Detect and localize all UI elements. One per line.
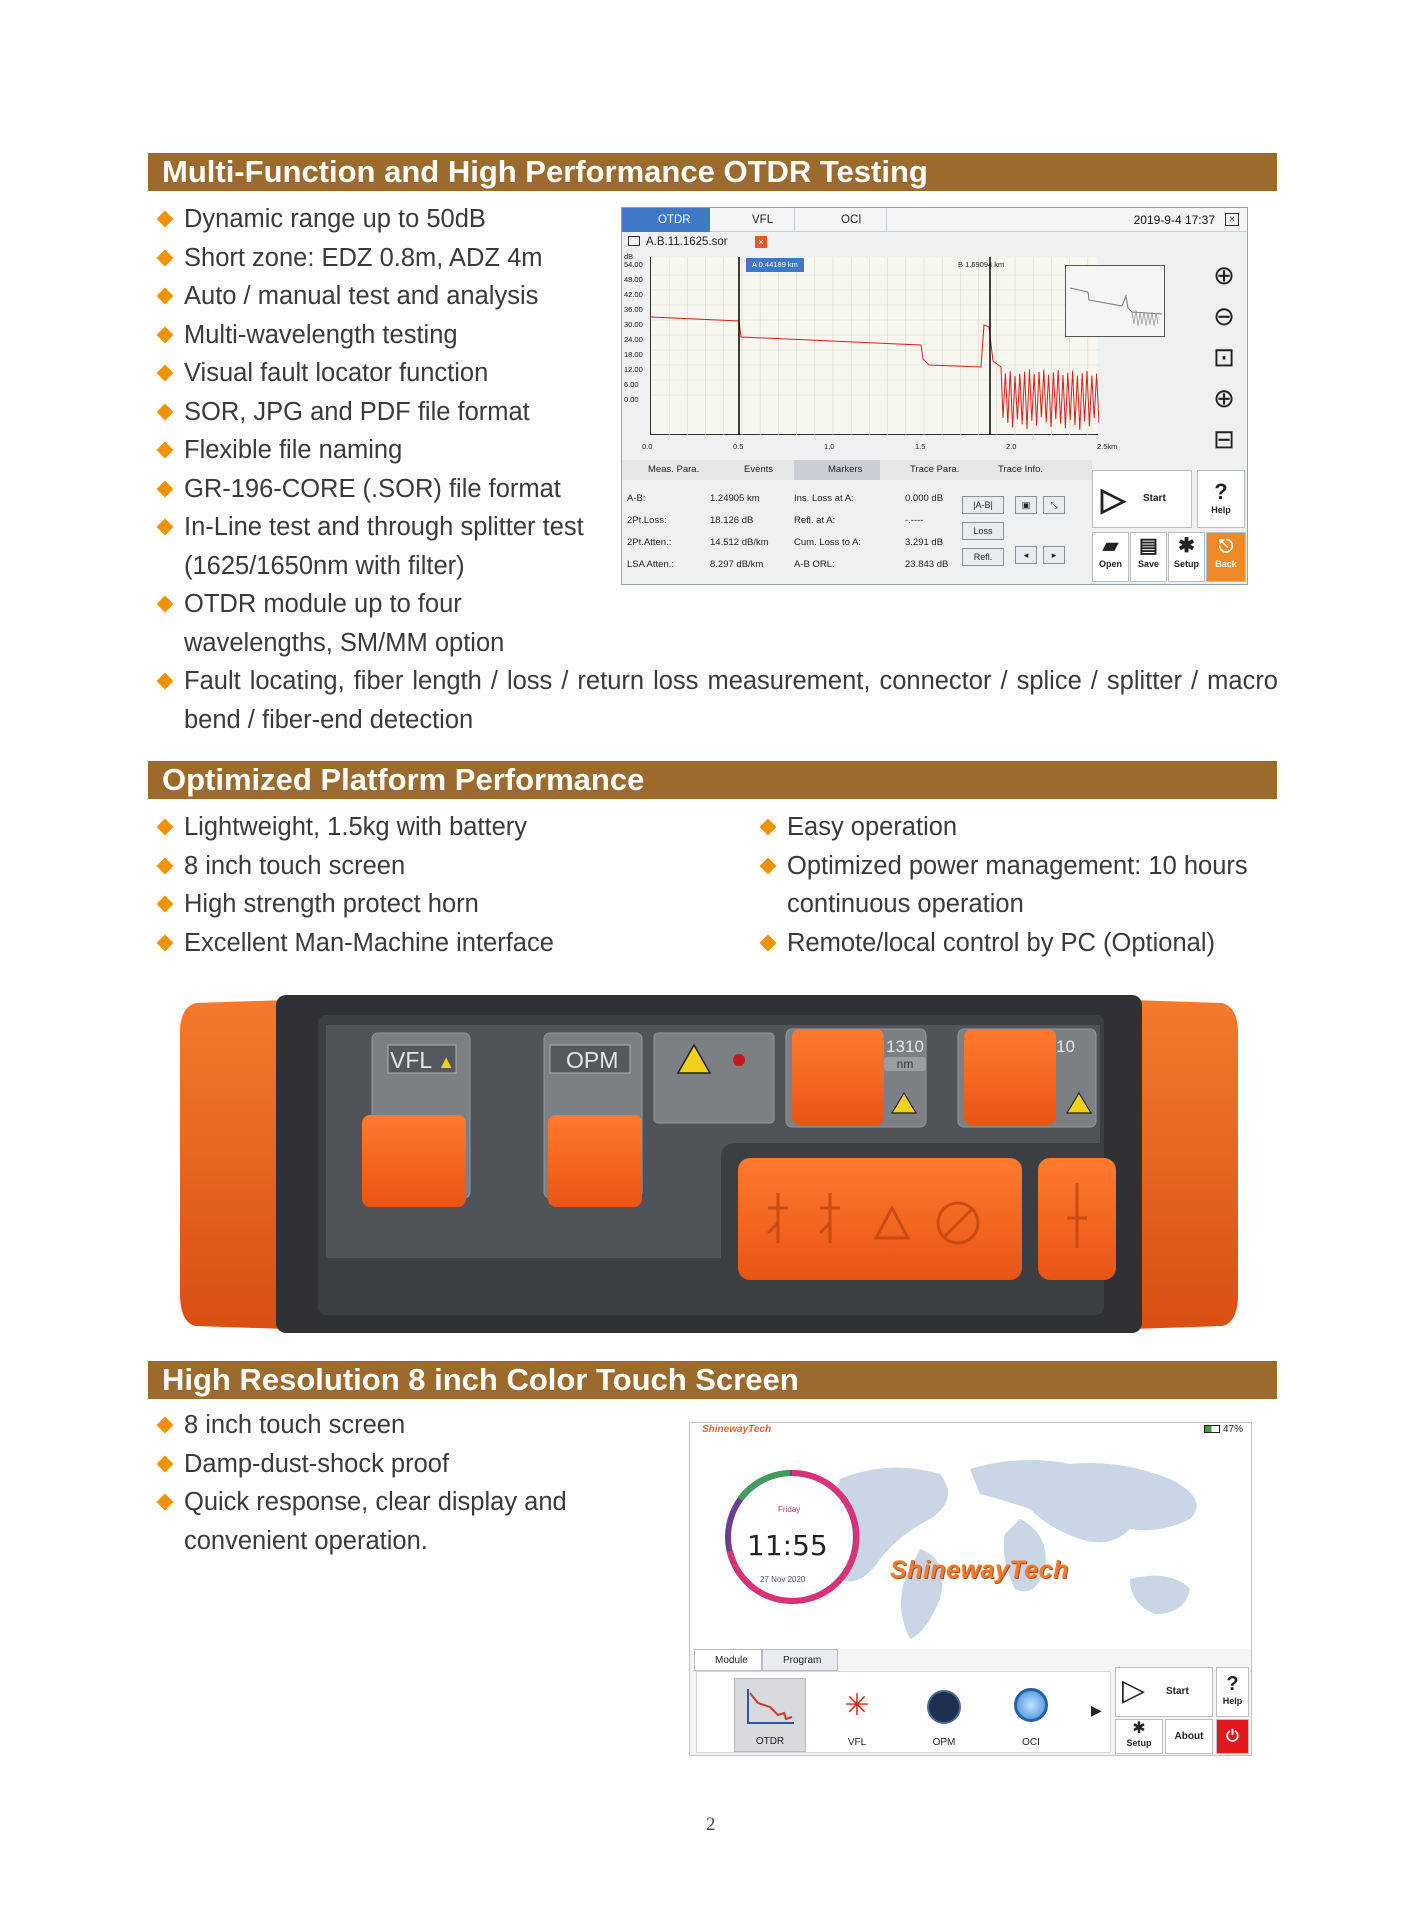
section-title-touchscreen: High Resolution 8 inch Color Touch Screen xyxy=(148,1361,1277,1399)
touchscreen-feature-list xyxy=(150,1406,670,1560)
y-tick-label: 54.00 xyxy=(624,260,643,269)
module-label: OCI xyxy=(1022,1737,1040,1748)
x-tick-label: 0.0 xyxy=(642,442,653,451)
battery-level: 47% xyxy=(1222,1424,1243,1435)
zoom-out-horizontal-icon[interactable]: ⊖ xyxy=(1213,301,1235,331)
meas-label: A-B ORL: xyxy=(794,559,835,570)
tab-trace-para[interactable]: Trace Para. xyxy=(910,464,960,475)
back-button[interactable] xyxy=(1206,532,1246,582)
x-tick-label: 0.5 xyxy=(733,442,744,451)
question-icon: ? xyxy=(1214,479,1228,504)
meas-value: 1.24905 km xyxy=(710,493,760,504)
x-tick-label: 1.5 xyxy=(915,442,926,451)
module-opm[interactable] xyxy=(908,1678,980,1752)
list-item: SOR, JPG and PDF file format xyxy=(150,393,610,432)
save-label: Save xyxy=(1137,559,1160,569)
meas-value: 3.291 dB xyxy=(905,537,944,548)
trace-plot xyxy=(650,257,1098,435)
zoom-fit-icon[interactable]: ⊡ xyxy=(1213,342,1235,372)
marker-mode-icon[interactable]: ▣ xyxy=(1015,496,1037,514)
list-item: Optimized power management: 10 hours xyxy=(753,847,1278,886)
list-item: OTDR module up to four xyxy=(150,585,610,624)
list-item: Multi-wavelength testing xyxy=(150,316,610,355)
y-tick-label: 6.00 xyxy=(624,380,639,389)
setup-label: Setup xyxy=(1173,559,1199,569)
setup-button[interactable] xyxy=(1168,532,1205,582)
list-item: Visual fault locator function xyxy=(150,354,610,393)
meas-value: 0.000 dB xyxy=(905,493,944,504)
meas-value: 14.512 dB/km xyxy=(710,537,769,548)
overview-trace xyxy=(1066,266,1166,338)
laser-warning-icon: ▲ xyxy=(432,1052,456,1072)
section-title-platform: Optimized Platform Performance xyxy=(148,761,1277,799)
panel-tabs xyxy=(622,460,1092,480)
list-item: Fault locating, fiber length / loss / return loss measurement, connector / splice / splitter / macro xyxy=(150,662,1278,701)
start-label: Start xyxy=(1166,1686,1189,1697)
tab-oci[interactable]: OCI xyxy=(795,208,887,232)
battery-indicator xyxy=(1204,1424,1243,1435)
list-item: GR-196-CORE (.SOR) file format xyxy=(150,470,610,509)
meas-label: A-B: xyxy=(627,493,646,504)
start-label: Start xyxy=(1143,493,1166,504)
list-item: Auto / manual test and analysis xyxy=(150,277,610,316)
wl-unit: nm xyxy=(884,1057,926,1071)
battery-icon xyxy=(1204,1425,1220,1433)
back-icon: ⎋ xyxy=(1218,536,1234,556)
platform-list-left xyxy=(150,808,730,962)
vfl-module-icon: ✳ xyxy=(844,1689,870,1722)
refl-button[interactable]: Refl. xyxy=(962,548,1004,566)
meas-label: Refl. at A: xyxy=(794,515,836,526)
x-tick-label: 2.5km xyxy=(1097,442,1118,451)
list-item: 8 inch touch screen xyxy=(150,847,730,886)
clock-day: Friday xyxy=(778,1505,801,1514)
tab-trace-info[interactable]: Trace Info. xyxy=(998,464,1044,475)
file-icon xyxy=(628,236,640,246)
list-item-continuation: bend / fiber-end detection xyxy=(184,705,474,734)
wavelength-1310-label xyxy=(884,1037,926,1071)
y-tick-label: 18.00 xyxy=(624,350,643,359)
folder-icon: ▰ xyxy=(1102,535,1119,557)
section-title-otdr: Multi-Function and High Performance OTDR Testing xyxy=(148,153,1277,191)
list-item-continuation: convenient operation. xyxy=(184,1526,428,1555)
list-item-continuation: wavelengths, SM/MM option xyxy=(184,628,505,657)
open-label: Open xyxy=(1098,559,1122,569)
help-label: Help xyxy=(1211,505,1231,515)
module-label: OTDR xyxy=(755,1736,785,1747)
marker-left-icon[interactable]: ◂ xyxy=(1015,546,1037,564)
y-tick-label: 36.00 xyxy=(624,305,643,314)
marker-a-label: A 0.44189 km xyxy=(746,258,804,272)
y-tick-label: 24.00 xyxy=(624,335,643,344)
meas-label: LSA Atten.: xyxy=(627,559,675,570)
home-start-button[interactable] xyxy=(1115,1667,1213,1717)
meas-label: 2Pt.Loss: xyxy=(627,515,667,526)
tab-program[interactable]: Program xyxy=(762,1649,838,1671)
play-icon: ▷ xyxy=(1101,481,1126,517)
y-tick-label: 12.00 xyxy=(624,365,643,374)
list-item: Lightweight, 1.5kg with battery xyxy=(150,808,730,847)
list-item: Easy operation xyxy=(753,808,1278,847)
tab-events[interactable]: Events xyxy=(744,464,774,475)
tab-otdr[interactable]: OTDR xyxy=(622,208,710,232)
y-tick-label: 0.00 xyxy=(624,395,639,404)
trace-line xyxy=(651,317,1099,430)
vfl-label: VFL xyxy=(390,1047,433,1073)
setup-label: Setup xyxy=(1126,1738,1152,1748)
otdr-module-icon xyxy=(740,1685,800,1729)
gear-icon: ✱ xyxy=(1132,1720,1146,1737)
brand-logo-large: ShinewayTech xyxy=(890,1556,1069,1584)
home-setup-button[interactable] xyxy=(1115,1719,1163,1754)
status-bar xyxy=(690,1423,1251,1439)
gear-icon: ✱ xyxy=(1178,535,1195,557)
otdr-screen-image xyxy=(621,207,1248,585)
zoom-reset-icon[interactable]: ⊟ xyxy=(1213,424,1235,454)
opm-module-icon xyxy=(927,1690,961,1724)
vfl-key-label[interactable] xyxy=(390,1047,455,1074)
list-item: High strength protect horn xyxy=(150,885,730,924)
open-button[interactable] xyxy=(1092,532,1129,582)
clock-date: 27 Nov 2020 xyxy=(760,1575,806,1584)
meas-value: 23.843 dB xyxy=(905,559,949,570)
list-item: 8 inch touch screen xyxy=(150,1406,670,1445)
x-tick-label: 2.0 xyxy=(1006,442,1017,451)
list-item: Short zone: EDZ 0.8m, ADZ 4m xyxy=(150,239,610,278)
module-vfl[interactable] xyxy=(821,1678,893,1752)
ab-button[interactable]: |A-B| xyxy=(962,496,1004,514)
save-icon: ▤ xyxy=(1139,535,1158,557)
y-tick-label: 42.00 xyxy=(624,290,643,299)
start-button[interactable] xyxy=(1092,470,1192,528)
module-otdr[interactable] xyxy=(734,1678,806,1752)
meas-value: 18.126 dB xyxy=(710,515,754,526)
help-label: Help xyxy=(1222,1696,1243,1706)
module-label: VFL xyxy=(847,1737,867,1748)
module-list xyxy=(696,1671,1111,1753)
meas-label: Ins. Loss at A: xyxy=(794,493,854,504)
list-item: Damp-dust-shock proof xyxy=(150,1445,670,1484)
wl-value: 1310 xyxy=(886,1037,924,1056)
datetime: 2019-9-4 17:37 xyxy=(1133,213,1215,227)
x-tick-label: 1.0 xyxy=(824,442,835,451)
list-item: Dynamic range up to 50dB xyxy=(150,200,610,239)
otdr-feature-list xyxy=(150,200,610,662)
list-item: Quick response, clear display and xyxy=(150,1483,670,1522)
list-item: Flexible file naming xyxy=(150,431,610,470)
home-screen-image xyxy=(689,1422,1252,1756)
otdr-tab-bar xyxy=(622,208,1247,232)
opm-label: OPM xyxy=(566,1047,619,1073)
tab-markers[interactable]: Markers xyxy=(794,460,880,480)
marker-b-label: B 1.69094 km xyxy=(958,260,1005,269)
meas-value: 8.297 dB/km xyxy=(710,559,764,570)
close-icon[interactable]: × xyxy=(1225,213,1239,226)
opm-key-label[interactable] xyxy=(566,1047,618,1074)
marker-right-icon[interactable]: ▸ xyxy=(1043,546,1065,564)
module-label: OPM xyxy=(932,1737,956,1748)
list-item: In-Line test and through splitter test xyxy=(150,508,610,547)
brand-logo-small: ShinewayTech xyxy=(702,1424,772,1435)
otdr-wide-feature xyxy=(150,662,1278,739)
file-name-label: A.B.11.1625.sor xyxy=(646,236,728,248)
save-button[interactable] xyxy=(1130,532,1167,582)
zoom-in-horizontal-icon[interactable]: ⊕ xyxy=(1213,260,1235,290)
overview-inset xyxy=(1065,265,1165,337)
loss-button[interactable]: Loss xyxy=(962,522,1004,540)
list-item: Remote/local control by PC (Optional) xyxy=(753,924,1278,963)
world-map-background xyxy=(690,1439,1251,1649)
y-tick-label: 48.00 xyxy=(624,275,643,284)
marker-swap-icon[interactable]: ⤡ xyxy=(1043,496,1065,514)
file-name xyxy=(622,232,1247,252)
meas-value: -.---- xyxy=(905,515,924,526)
y-tick-label: 30.00 xyxy=(624,320,643,329)
zoom-toolbar xyxy=(1204,255,1244,460)
zoom-in-vertical-icon[interactable]: ⊕ xyxy=(1213,383,1235,413)
device-keypad-photo xyxy=(176,993,1242,1336)
question-icon: ? xyxy=(1226,1673,1239,1695)
wavelength-2-label xyxy=(1056,1037,1096,1057)
tab-vfl[interactable]: VFL xyxy=(710,208,795,232)
meas-label: Cum. Loss to A: xyxy=(794,537,862,548)
scroll-right-icon[interactable]: ▶ xyxy=(1091,1702,1102,1718)
list-item-continuation: continuous operation xyxy=(787,890,1024,918)
trace-svg xyxy=(651,257,1099,435)
list-item: Excellent Man-Machine interface xyxy=(150,924,730,963)
tab-meas-para[interactable]: Meas. Para. xyxy=(648,464,700,475)
meas-label: 2Pt.Atten.: xyxy=(627,537,672,548)
tab-module[interactable]: Module xyxy=(694,1649,762,1671)
back-label: Back xyxy=(1215,559,1237,569)
power-icon: ⏻ xyxy=(1226,1728,1239,1745)
home-about-button[interactable]: About xyxy=(1165,1719,1213,1754)
clock-time: 11:55 xyxy=(747,1529,828,1562)
page-number: 2 xyxy=(706,1814,716,1835)
y-unit: dB xyxy=(624,252,634,261)
help-button[interactable] xyxy=(1197,470,1245,528)
power-button[interactable] xyxy=(1216,1719,1249,1754)
platform-list-right xyxy=(753,808,1278,962)
wl-value: 10 xyxy=(1056,1037,1075,1056)
list-item-continuation: (1625/1650nm with filter) xyxy=(184,551,465,580)
home-help-button[interactable] xyxy=(1216,1667,1249,1717)
play-icon: ▷ xyxy=(1122,1674,1146,1707)
oci-module-icon xyxy=(1014,1688,1048,1722)
module-oci[interactable] xyxy=(995,1678,1067,1752)
close-file-icon[interactable]: × xyxy=(755,236,767,248)
